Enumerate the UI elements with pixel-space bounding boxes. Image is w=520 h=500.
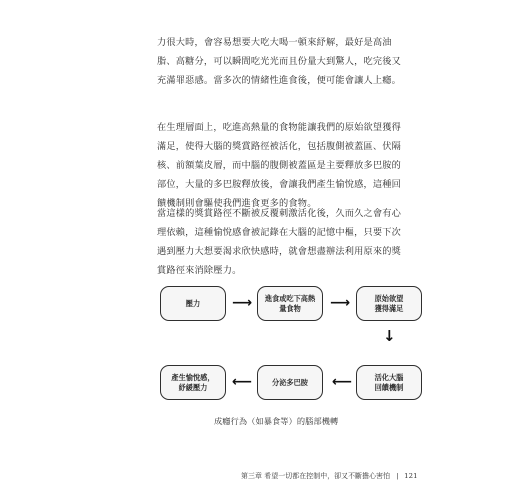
flow-node-stress-label: 壓力 (185, 298, 201, 308)
flow-node-eat-high-calorie-label: 進食或吃下高熱 量食物 (264, 293, 316, 313)
flow-node-craving-stress (160, 365, 226, 400)
down-arrow-icon: ↓ (383, 327, 396, 345)
figure-caption: 成癮行為（如暴食等）的腦部機轉 (214, 416, 339, 426)
page-footer (241, 470, 418, 480)
flow-node-desire-satisfied (356, 286, 422, 321)
footer-subtitle: 希望一切都在控制中，卻又不斷擔心害怕 (264, 472, 391, 480)
flow-node-stress (160, 286, 226, 321)
right-arrow-icon: ⟶ (330, 295, 351, 311)
flow-node-craving-stress-label: 產生愉悅感， 紓緩壓力 (171, 372, 215, 392)
flow-node-brain-activation-label: 活化大腦 回饋機制 (374, 372, 404, 392)
footer-separator: | (396, 472, 399, 480)
flow-node-desire-satisfied-label: 原始欲望 獲得滿足 (374, 293, 404, 313)
left-arrow-icon: ⟵ (332, 374, 353, 390)
flow-node-brain-activation (356, 365, 422, 400)
brain-mechanism-flowchart (160, 286, 422, 400)
flow-node-eat-high-calorie (257, 286, 323, 321)
footer-chapter: 第三章 (241, 472, 262, 480)
left-arrow-icon: ⟵ (232, 374, 253, 390)
right-arrow-icon: ⟶ (232, 295, 253, 311)
body-paragraph-3: 當這樣的獎賞路徑不斷被反覆刺激活化後，久而久之會有心理依賴，這種愉悅感會被記錄在大腦的記憶中樞，只要下次遇到壓力大想要渴求欣快感時，就會想盡辦法利用原來的獎賞路徑來消除壓力。 (157, 208, 402, 277)
body-paragraph-1: 力很大時，會容易想要大吃大喝一頓來紓解，最好是高油脂、高糖分，可以瞬間吃光光而且份量大到驚人，吃完後又充滿罪惡感。當多次的情緒性進食後，便可能會讓人上癮。 (157, 37, 402, 87)
flow-node-dopamine-release-label: 分泌多巴胺 (272, 377, 308, 387)
body-paragraph-2: 在生理層面上，吃進高熱量的食物能讓我們的原始欲望獲得滿足，使得大腦的獎賞路徑被活化，包括腹側被蓋區、伏隔核、前額葉皮層，而中腦的腹側被蓋區是主要釋放多巴胺的部位，大量的多巴胺釋放後，會讓我們產生愉悅感，這種回饋機制則會驅使我們進食更多的食物。 (157, 122, 402, 210)
flow-node-dopamine-release (257, 365, 323, 400)
footer-page-number: 121 (404, 472, 418, 480)
